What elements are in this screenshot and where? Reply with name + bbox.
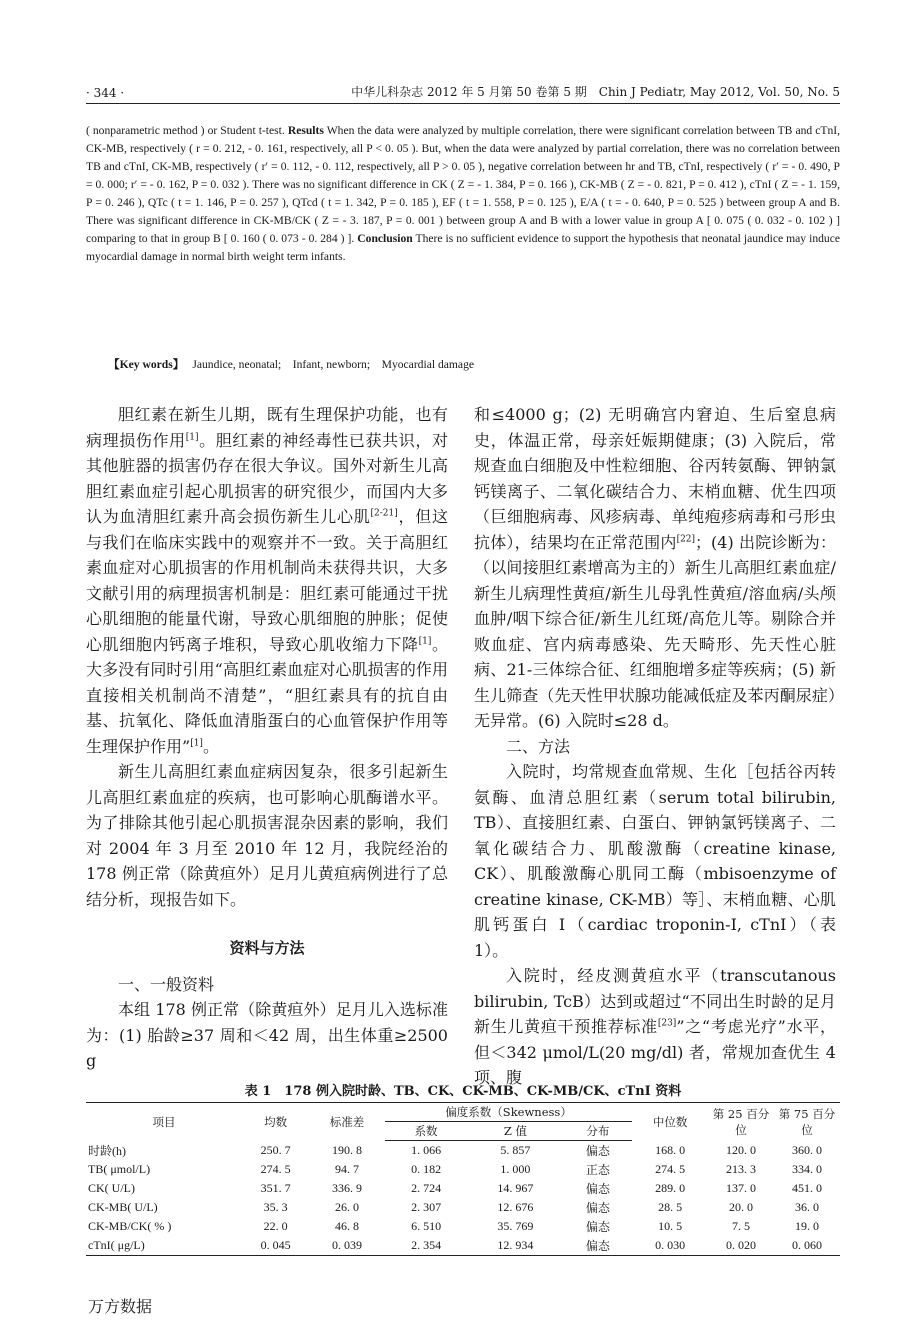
intro-paragraph-2: 新生儿高胆红素血症病因复杂，很多引起新生儿高胆红素血症的疾病，也可影响心肌酶谱水平。为了排除其他引起心肌损害混杂因素的影响，我们对 2004 年 3 月至 2010 年 12 月，我院经治的 178 例正常（除黄疸外）足月儿黄疸病例进行了总结分析，现报告如下。 [86, 762, 448, 909]
table-row-label: CK-MB/CK( % ) [88, 1219, 172, 1233]
abstract-text-part3: There is no sufficient evidence to support the hypothesis that neonatal jaundice may induce myocardial damage in normal birth weight term infants. [86, 232, 841, 263]
table-cell: 偏态 [585, 1220, 610, 1234]
header-skewness: 偏度系数（Skewness） [385, 1103, 632, 1122]
table-cell: 137. 0 [726, 1181, 756, 1195]
keywords [108, 356, 474, 372]
table-cell: 2. 354 [385, 1236, 467, 1256]
table-cell: 0. 060 [774, 1236, 840, 1256]
keywords-label: 【Key words】 [108, 358, 185, 371]
table-title: 表 1 178 例入院时龄、TB、CK、CK-MB、CK-MB/CK、cTnI 资料 [244, 1084, 682, 1099]
table-cell: 334. 0 [792, 1162, 822, 1176]
table-cell: 35. 3 [263, 1200, 288, 1214]
subsection-methods: 二、方法 [506, 736, 571, 756]
footer-brand: 万方数据 [88, 1297, 153, 1316]
table-cell: 6. 510 [411, 1219, 442, 1233]
citation-ref: [2-21] [370, 508, 398, 519]
right-column [474, 402, 836, 1091]
table-cell: 36. 0 [795, 1200, 819, 1214]
running-header [86, 80, 840, 100]
table-cell: 46. 8 [335, 1219, 360, 1233]
results-label: Results [287, 124, 324, 137]
conclusion-label: Conclusion [357, 232, 413, 245]
header-z: Z 值 [467, 1122, 563, 1141]
table-row-label: cTnI( μg/L) [86, 1236, 242, 1256]
section-title-methods: 资料与方法 [229, 939, 305, 957]
table-row-label: TB( μmol/L) [88, 1162, 151, 1176]
table-cell: 14. 967 [497, 1181, 534, 1195]
table-cell: 22. 0 [263, 1219, 288, 1233]
intro-paragraph-1: 胆红素在新生儿期，既有生理保护功能，也有病理损伤作用[1]。胆红素的神经毒性已获共识，对其他脏器的损害仍存在很大争议。国外对新生儿高胆红素血症引起心肌损害的研究很少，而国内大多认为血清胆红素升高会损伤新生儿心肌[2-21]，但这与我们在临床实践中的观察并不一致。关于高胆红素血症对心肌损害的作用机制尚未获得共识，大多文献引用的病理损害机制是：胆红素可能通过干扰心肌细胞的能量代谢，导致心肌细胞的肿胀；促使心肌细胞内钙离子堆积，导致心肌收缩力下降[1]。大多没有同时引用“高胆红素血症对心肌损害的作用直接相关机制尚不清楚”，“胆红素具有的抗自由基、抗氧化、降低血清脂蛋白的心血管保护作用等生理保护作用”[1]。 [86, 405, 448, 756]
methods-paragraph-3: 入院时，经皮测黄疸水平（transcutanous bilirubin, TcB）达到或超过“不同出生时龄的足月新生儿黄疸干预推荐标准[23]”之“考虑光疗”水平，但＜342 μmol/L(20 mg/dl) 者，常规加查优生 4 项、腹 [474, 966, 836, 1087]
table-cell: 19. 0 [795, 1219, 819, 1233]
table-cell: 26. 0 [335, 1200, 360, 1214]
table-row [86, 1236, 840, 1256]
header-p25: 第 25 百分位 [708, 1103, 774, 1141]
table-cell: 35. 769 [497, 1219, 534, 1233]
header-dist: 分布 [564, 1122, 633, 1141]
table-cell: 94. 7 [335, 1162, 360, 1176]
page-number: · 344 · [86, 86, 125, 100]
table-cell: 0. 045 [242, 1236, 309, 1256]
table-row-label: 时龄(h) [88, 1143, 126, 1158]
journal-citation: 中华儿科杂志 2012 年 5 月第 50 卷第 5 期 Chin J Pediatr, May 2012, Vol. 50, No. 5 [351, 85, 840, 99]
table-cell: 5. 857 [500, 1143, 531, 1157]
table-cell: 289. 0 [655, 1181, 686, 1195]
table-cell: 12. 676 [497, 1200, 534, 1214]
keywords-text: Jaundice, neonatal; Infant, newborn; Myocardial damage [192, 358, 475, 371]
table-cell: 274. 5 [260, 1162, 291, 1176]
english-abstract [86, 122, 840, 266]
table-row [86, 1160, 840, 1179]
subsection-general-data: 一、一般资料 [118, 974, 215, 994]
table-row [86, 1198, 840, 1217]
table-cell: 213. 3 [726, 1162, 756, 1176]
table-cell: 2. 724 [411, 1181, 442, 1195]
methods-paragraph-1: 本组 178 例正常（除黄疸外）足月儿入选标准为：(1) 胎龄≥37 周和＜42 周，出生体重≥2500 g [86, 1000, 448, 1070]
table-row-label: CK-MB( U/L) [88, 1200, 158, 1214]
criteria-paragraph: 和≤4000 g；(2) 无明确宫内窘迫、生后窒息病史，体温正常，母亲妊娠期健康；(3) 入院后，常规查血白细胞及中性粒细胞、谷丙转氨酶、钾钠氯钙镁离子、二氧化碳结合力、末梢血糖、优生四项（巨细胞病毒、风疹病毒、单纯疱疹病毒和弓形虫抗体），结果均在正常范围内[22]；(4) 出院诊断为：（以间接胆红素增高为主的）新生儿高胆红素血症/新生儿病理性黄疸/新生儿母乳性黄疸/溶血病/头颅血肿/咽下综合征/新生儿红斑/高危儿等。剔除合并败血症、宫内病毒感染、先天畸形、先天性心脏病、21-三体综合征、红细胞增多症等疾病；(5) 新生儿筛查（先天性甲状腺功能减低症及苯丙酮尿症）无异常。(6) 入院时≤28 d。 [474, 405, 836, 730]
table-row-label: CK( U/L) [88, 1181, 135, 1195]
table-cell: 120. 0 [726, 1142, 756, 1157]
header-sd: 标准差 [309, 1103, 385, 1141]
table-cell: 0. 020 [708, 1236, 774, 1256]
table-cell: 250. 7 [260, 1142, 291, 1157]
table-cell: 2. 307 [411, 1200, 442, 1214]
table-body [86, 1141, 840, 1256]
left-column [86, 402, 448, 1074]
table-cell: 7. 5 [732, 1219, 750, 1233]
data-table [86, 1102, 840, 1256]
table-cell: 351. 7 [260, 1181, 291, 1195]
table-cell: 0. 030 [632, 1236, 708, 1256]
header-mean: 均数 [242, 1103, 309, 1141]
citation-ref: [23] [657, 1018, 677, 1029]
table-cell: 360. 0 [792, 1142, 822, 1157]
header-median: 中位数 [632, 1103, 708, 1141]
citation-ref: [1] [185, 432, 199, 443]
citation-ref: [1] [190, 738, 203, 749]
table-cell: 190. 8 [332, 1142, 363, 1157]
table-row [86, 1179, 840, 1198]
abstract-text-part2: When the data were analyzed by multiple correlation, there were significant correlation between TB and cTnI, CK-MB, respectively ( r = 0. 212, - 0. 161, respectively, all P < 0. 05 ). But, when the data were analyzed by partial correlation, there was no correlation between TB and cTnI, CK-MB, respectively ( r′ = 0. 112, - 0. 112, respectively, all P > 0. 05 ), negative correlation between hr and TB, cTnI, respectively ( r′ = - 0. 490, P = 0. 000; r′ = - 0. 162, P = 0. 032 ). There was no significant difference in CK ( Z = - 1. 384, P = 0. 166 ), CK-MB ( Z = - 0. 821, P = 0. 412 ), cTnI ( Z = - 1. 159, P = 0. 246 ), QTc ( t = 1. 146, P = 0. 257 ), QTcd ( t = 1. 342, P = 0. 185 ), EF ( t = 1. 558, P = 0. 125 ), E/A ( t = - 0. 640, P = 0. 525 ) between group A and B. There was significant difference in CK-MB/CK ( Z = - 3. 187, P = 0. 001 ) between group A and B with a lower value in group A [ 0. 075 ( 0. 032 - 0. 102 ) ] comparing to that in group B [ 0. 160 ( 0. 073 - 0. 284 ) ]. [86, 124, 840, 245]
table-cell: 正态 [585, 1163, 610, 1177]
table-cell: 274. 5 [655, 1162, 686, 1176]
table-cell: 0. 039 [309, 1236, 385, 1256]
table-cell: 1. 066 [411, 1143, 442, 1157]
header-coef: 系数 [385, 1122, 467, 1141]
table-cell: 偏态 [585, 1182, 610, 1196]
table-cell: 1. 000 [500, 1162, 531, 1176]
table-cell: 336. 9 [332, 1181, 363, 1195]
table-cell: 10. 5 [658, 1219, 683, 1233]
citation-ref: [1] [418, 636, 432, 647]
table-cell: 0. 182 [411, 1162, 442, 1176]
abstract-text-part1: ( nonparametric method ) or Student t-test. [86, 124, 288, 137]
table-cell: 451. 0 [792, 1181, 822, 1195]
table-cell: 偏态 [564, 1236, 633, 1256]
table-cell: 28. 5 [658, 1200, 683, 1214]
table-cell: 12. 934 [467, 1236, 563, 1256]
header-rule [86, 103, 840, 104]
citation-ref: [22] [676, 534, 696, 545]
table-cell: 168. 0 [655, 1142, 686, 1157]
table-row [86, 1141, 840, 1161]
header-item: 项目 [86, 1103, 242, 1141]
header-p75: 第 75 百分位 [774, 1103, 840, 1141]
table-row [86, 1217, 840, 1236]
table-cell: 20. 0 [729, 1200, 753, 1214]
table-cell: 偏态 [585, 1201, 610, 1215]
methods-paragraph-2: 入院时，均常规查血常规、生化［包括谷丙转氨酶、血清总胆红素（serum total bilirubin, TB）、直接胆红素、白蛋白、钾钠氯钙镁离子、二氧化碳结合力、肌酸激酶（creatine kinase, CK）、肌酸激酶心肌同工酶（mbisoenzyme of creatine kinase, CK-MB）等］、末梢血糖、心肌肌钙蛋白 I（cardiac troponin-I, cTnI）（表 1）。 [474, 762, 836, 960]
table-cell: 偏态 [585, 1144, 610, 1158]
